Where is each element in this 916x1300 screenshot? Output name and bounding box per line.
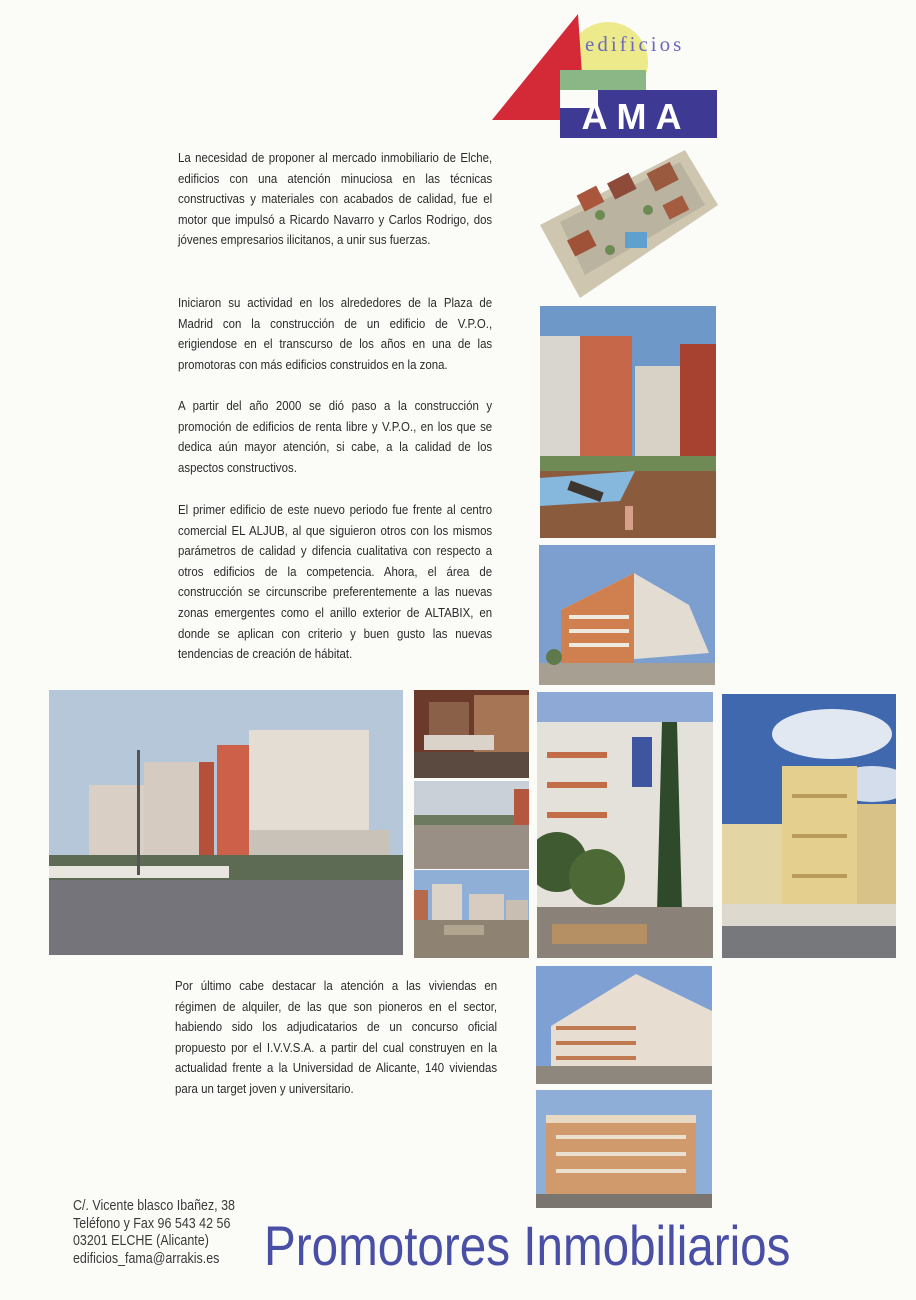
- aerial-model-photo: [540, 150, 718, 298]
- pool-buildings-photo: [540, 306, 716, 538]
- interior-lobby-photo: [414, 690, 529, 778]
- origins-paragraph: Iniciaron su actividad en los alrededores de la Plaza de Madrid con la construcción de un edificio de V.P.O., erigiendose en el transcurso de los años en una de las promotoras con más edificios construidos en la zona.: [178, 295, 493, 372]
- address-email: edificios_fama@arrakis.es: [73, 1250, 220, 1267]
- street-panorama-photo: [49, 690, 403, 955]
- address-phone: Teléfono y Fax 96 543 42 56: [73, 1215, 231, 1232]
- logo-edificios-text: edificios: [585, 32, 685, 56]
- year-2000-paragraph: A partir del año 2000 se dió paso a la construcción y promoción de edificios de renta libre y V.P.O., en los que se dedica aún mayor atención, si cabe, a la calidad de los aspectos constructivos.: [178, 398, 493, 475]
- tagline: Promotores Inmobiliarios: [264, 1214, 791, 1277]
- contact-address: [73, 1198, 235, 1268]
- yellow-building-photo: [722, 694, 896, 958]
- fama-logo: [490, 12, 720, 140]
- plaza-photo: [414, 781, 529, 869]
- logo-fama-text: AMA: [581, 96, 691, 137]
- intro-paragraph: La necesidad de proponer al mercado inmobiliario de Elche, edificios con una atención minuciosa en las técnicas constructivas y materiales con acabados de calidad, fue el motor que impulsó a Ricardo Navarro y Carlos Rodrigo, dos jóvenes empresarios ilicitanos, a unir sus fuerzas.: [178, 150, 493, 248]
- address-street: C/. Vicente blasco Ibañez, 38: [73, 1198, 235, 1214]
- brick-building-photo: [536, 1090, 712, 1208]
- address-city: 03201 ELCHE (Alicante): [73, 1233, 209, 1249]
- rental-paragraph: Por último cabe destacar la atención a las viviendas en régimen de alquiler, de las que son pioneros en el sector, habiendo sido los adjudicatarios de un concurso oficial propuesto por el I.V.V.S.A. a partir del cual construyen en la actualidad frente a la Universidad de Alicante, 140 viviendas para un target joven y universitario.: [175, 978, 498, 1096]
- corner-building-photo: [539, 545, 715, 685]
- distant-buildings-photo: [414, 870, 529, 958]
- curved-building-photo: [536, 966, 712, 1084]
- white-building-trees-photo: [537, 692, 713, 958]
- first-building-paragraph: El primer edificio de este nuevo periodo fue frente al centro comercial EL ALJUB, al que siguieron otros con los mismos parámetros de calidad y difencia cualitativa con respecto a otros edificios de la competencia. Ahora, el área de construcción se circunscribe preferentemente a las nuevas zonas emergentes como el anillo exterior de ALTABIX, en donde se aplican con criterio y buen gusto las nuevas tendencias de creación de hábitat.: [178, 502, 493, 662]
